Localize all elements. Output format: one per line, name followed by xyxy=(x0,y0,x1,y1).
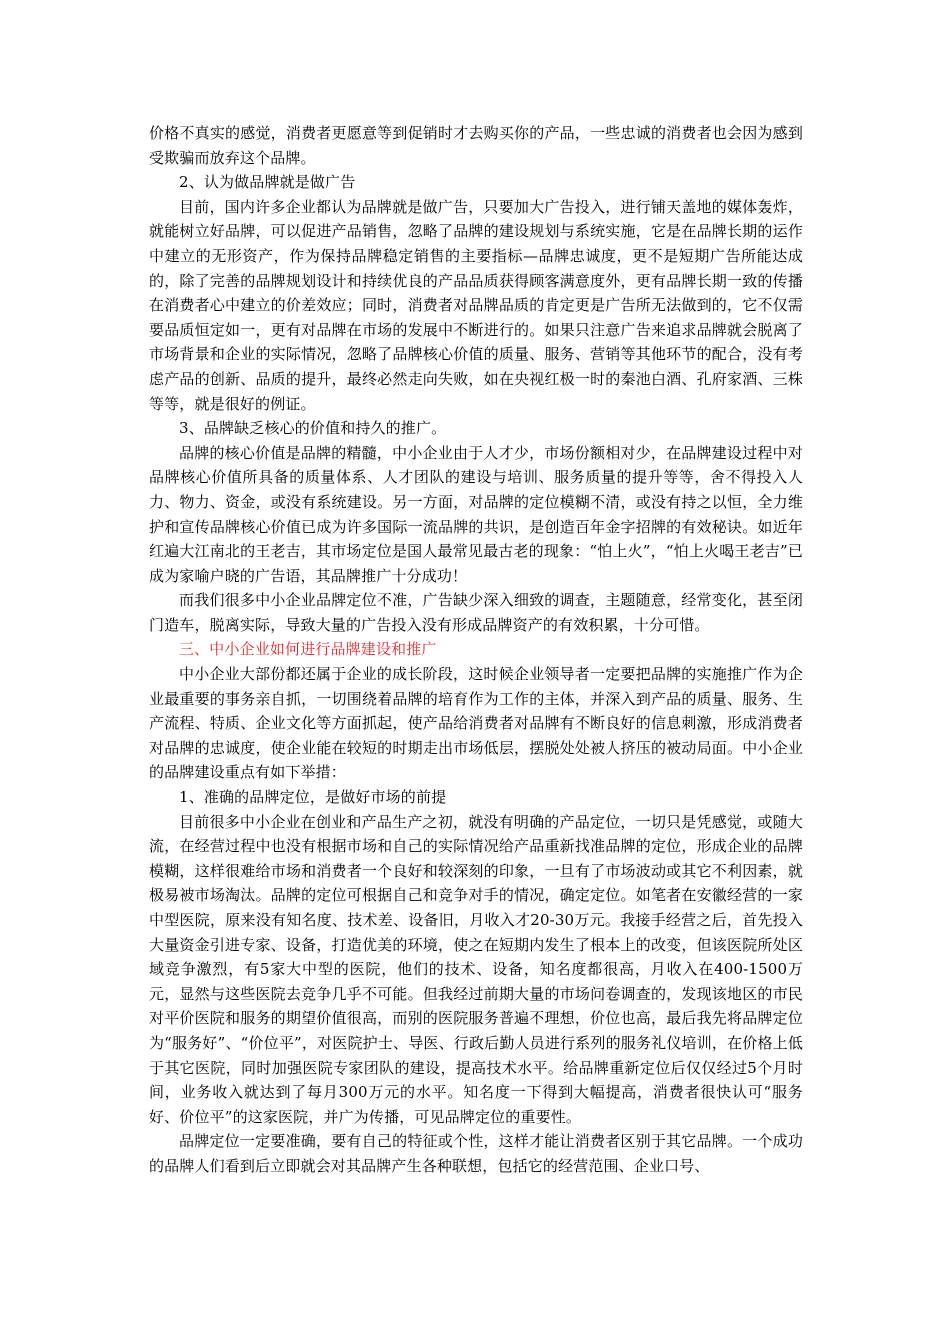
subheading-advertising: 2、认为做品牌就是做广告 xyxy=(179,173,356,192)
body-paragraph: 品牌定位一定要准确，要有自己的特征或个性，这样才能让消费者区别于其它品牌。一个成功的品牌人们看到后立即就会对其品牌产生各种联想，包括它的经营范围、企业口号、 xyxy=(149,1132,803,1175)
section-heading: 三、中小企业如何进行品牌建设和推广 xyxy=(179,640,437,659)
body-paragraph: 目前很多中小企业在创业和产品生产之初，就没有明确的产品定位，一切只是凭感觉，或随大流，在经营过程中也没有根据市场和自己的实际情况给产品重新找准品牌的定位，形成企业的品牌模糊，这样很难给市场和消费者一个良好和较深刻的印象，一旦有了市场波动或其它不利因素，就极易被市场淘汰。品牌的定位可根据自己和竞争对手的情况，确定定位。如笔者在安徽经营的一家中型医院，原来没有知名度、技术差、设备旧，月收入才20-30万元。我接手经营之后，首先投入大量资金引进专家、设备，打造优美的环境，使之在短期内发生了根本上的改变，但该医院所处区域竞争激烈，有5家大中型的医院，他们的技术、设备，知名度都很高，月收入在400-1500万元，显然与这些医院去竞争几乎不可能。但我经过前期大量的市场问卷调查的，发现该地区的市民对平价医院和服务的期望价值很高，而别的医院服务普遍不理想，价位也高，最后我先将品牌定位为“服务好”、“价位平”，对医院护士、导医、行政后勤人员进行系列的服务礼仪培训，在价格上低于其它医院，同时加强医院专家团队的建设，提高技术水平。给品牌重新定位后仅仅经过5个月时间，业务收入就达到了每月300万元的水平。知名度一下得到大幅提高，消费者很快认可“服务好、价位平”的这家医院，并广为传播，可见品牌定位的重要性。 xyxy=(149,812,803,1126)
subheading-core-value: 3、品牌缺乏核心的价值和持久的推广。 xyxy=(179,419,447,438)
body-paragraph: 品牌的核心价值是品牌的精髓，中小企业由于人才少，市场份额相对少，在品牌建设过程中对品牌核心价值所具备的质量体系、人才团队的建设与培训、服务质量的提升等等，舍不得投入人力、物力、资金，或没有系统建设。另一方面，对品牌的定位模糊不清，或没有持之以恒，全力维护和宣传品牌核心价值已成为许多国际一流品牌的共识，是创造百年金字招牌的有效秘诀。如近年红遍大江南北的王老吉，其市场定位是国人最常见最古老的现象：“怕上火”，“怕上火喝王老吉”已成为家喻户晓的广告语，其品牌推广十分成功！ xyxy=(149,443,803,585)
body-paragraph: 而我们很多中小企业品牌定位不准，广告缺少深入细致的调查，主题随意，经常变化，甚至闭门造车，脱离实际，导致大量的广告投入没有形成品牌资产的有效积累，十分可惜。 xyxy=(149,591,803,634)
document-page xyxy=(149,121,803,1179)
body-paragraph: 目前，国内许多企业都认为品牌就是做广告，只要加大广告投入，进行铺天盖地的媒体轰炸，就能树立好品牌，可以促进产品销售，忽略了品牌的建设规划与系统实施，它是在品牌长期的运作中建立的无形资产，作为保持品牌稳定销售的主要指标—品牌忠诚度，更不是短期广告所能达成的，除了完善的品牌规划设计和持续优良的产品品质获得顾客满意度外，更有品牌长期一致的传播在消费者心中建立的价差效应；同时，消费者对品牌品质的肯定更是广告所无法做到的，它不仅需要品质恒定如一，更有对品牌在市场的发展中不断进行的。如果只注意广告来追求品牌就会脱离了市场背景和企业的实际情况，忽略了品牌核心价值的质量、服务、营销等其他环节的配合，没有考虑产品的创新、品质的提升，最终必然走向失败，如在央视红极一时的秦池白酒、孔府家酒、三株等等，就是很好的例证。 xyxy=(149,197,803,413)
subheading-positioning: 1、准确的品牌定位，是做好市场的前提 xyxy=(179,788,447,807)
body-paragraph: 中小企业大部份都还属于企业的成长阶段，这时候企业领导者一定要把品牌的实施推广作为企业最重要的事务亲自抓，一切围绕着品牌的培育作为工作的主体，并深入到产品的质量、服务、生产流程、特质、企业文化等方面抓起，使产品给消费者对品牌有不断良好的信息刺激，形成消费者对品牌的忠诚度，使企业能在较短的时期走出市场低层，摆脱处处被人挤压的被动局面。中小企业的品牌建设重点有如下举措： xyxy=(149,665,803,782)
body-paragraph: 价格不真实的感觉，消费者更愿意等到促销时才去购买你的产品，一些忠诚的消费者也会因为感到受欺骗而放弃这个品牌。 xyxy=(149,124,803,167)
